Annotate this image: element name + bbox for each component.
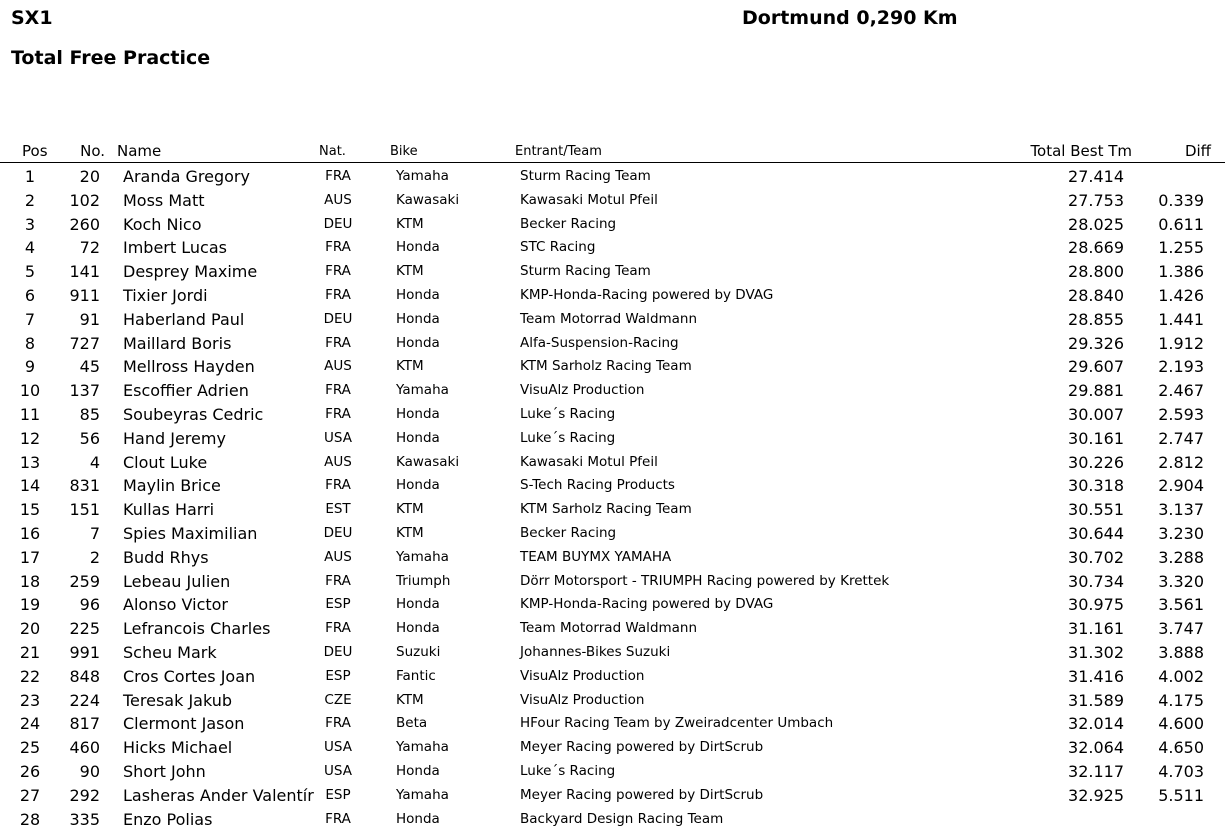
bike-cell: Honda: [396, 239, 440, 256]
diff-cell: 3.137: [1158, 500, 1204, 520]
pos-cell: 1: [24, 167, 36, 186]
pos-cell: 20: [19, 619, 41, 639]
pos-cell: 21: [19, 643, 41, 662]
number-cell: 2: [89, 547, 100, 567]
best-time-cell: 28.669: [1068, 238, 1124, 258]
diff-cell: 3.230: [1158, 524, 1204, 543]
pos-cell: 2: [24, 190, 36, 210]
number-cell: 4: [89, 452, 100, 472]
team-cell: KMP-Honda-Racing powered by DVAG: [520, 287, 774, 303]
team-cell: Alfa-Suspension-Racing: [520, 334, 679, 351]
bike-cell: Kawasaki: [396, 191, 460, 208]
team-cell: S-Tech Racing Products: [520, 477, 675, 494]
bike-cell: Honda: [396, 406, 440, 422]
nationality-cell: FRA: [325, 334, 351, 351]
team-cell: Sturm Racing Team: [520, 168, 651, 184]
number-cell: 85: [79, 405, 100, 424]
nationality-cell: FRA: [325, 715, 351, 732]
pos-cell: 22: [19, 666, 41, 686]
pos-cell: 4: [24, 238, 36, 258]
bike-cell: Yamaha: [396, 168, 449, 184]
col-header-pos: Pos: [22, 142, 48, 160]
number-cell: 911: [69, 286, 100, 305]
bike-cell: KTM: [396, 691, 424, 708]
best-time-cell: 28.855: [1068, 309, 1124, 329]
number-cell: 259: [69, 571, 100, 591]
number-cell: 7: [89, 524, 100, 543]
col-header-team: Entrant/Team: [515, 144, 602, 159]
number-cell: 56: [79, 428, 100, 448]
best-time-cell: 32.117: [1068, 762, 1124, 781]
bike-cell: Fantic: [396, 667, 436, 684]
number-cell: 727: [69, 333, 100, 353]
number-cell: 225: [69, 619, 100, 639]
diff-cell: 2.593: [1158, 405, 1204, 424]
bike-cell: KTM: [396, 215, 424, 232]
bike-cell: Honda: [396, 429, 440, 446]
rider-name: Desprey Maxime: [123, 262, 258, 282]
best-time-cell: 31.161: [1068, 619, 1124, 639]
bike-cell: Yamaha: [396, 786, 449, 803]
nationality-cell: DEU: [323, 310, 353, 327]
nationality-cell: EST: [325, 501, 351, 518]
table-row: [0, 260, 1225, 284]
best-time-cell: 31.416: [1068, 666, 1124, 686]
rider-name: Lefrancois Charles: [123, 619, 271, 639]
col-header-best-time: Total Best Tm: [1030, 142, 1132, 160]
diff-cell: 2.747: [1158, 428, 1204, 448]
col-header-no: No.: [80, 142, 105, 160]
best-time-cell: 30.551: [1068, 500, 1124, 520]
nationality-cell: CZE: [324, 691, 352, 708]
best-time-cell: 30.734: [1068, 571, 1124, 591]
bike-cell: KTM: [396, 358, 424, 375]
number-cell: 96: [79, 595, 100, 615]
rider-name: Maillard Boris: [123, 333, 232, 353]
table-row: [0, 665, 1225, 689]
number-cell: 91: [79, 309, 100, 329]
number-cell: 991: [69, 643, 100, 662]
number-cell: 151: [69, 500, 100, 520]
table-row: [0, 165, 1225, 189]
nationality-cell: FRA: [325, 477, 351, 494]
team-cell: Team Motorrad Waldmann: [520, 310, 698, 327]
team-cell: HFour Racing Team by Zweiradcenter Umbach: [520, 715, 834, 732]
table-row: [0, 308, 1225, 332]
team-cell: Luke´s Racing: [520, 406, 616, 422]
bike-cell: Honda: [396, 620, 440, 637]
diff-cell: 1.441: [1158, 309, 1204, 329]
pos-cell: 27: [19, 785, 41, 805]
number-cell: 335: [69, 809, 100, 829]
pos-cell: 13: [19, 452, 41, 472]
best-time-cell: 30.975: [1068, 595, 1124, 615]
bike-cell: Honda: [396, 763, 440, 779]
table-row: [0, 784, 1225, 808]
rider-name: Lasheras Ander Valentír: [123, 785, 314, 805]
nationality-cell: FRA: [325, 239, 351, 256]
pos-cell: 11: [19, 405, 41, 424]
table-row: [0, 427, 1225, 451]
best-time-cell: 32.925: [1068, 785, 1124, 805]
best-time-cell: 32.064: [1068, 738, 1124, 758]
venue-title: Dortmund 0,290 Km: [742, 7, 958, 29]
best-time-cell: 29.326: [1068, 333, 1124, 353]
team-cell: Becker Racing: [520, 215, 617, 232]
pos-cell: 16: [19, 524, 41, 543]
nationality-cell: FRA: [325, 263, 351, 280]
table-row: [0, 498, 1225, 522]
pos-cell: 28: [19, 809, 41, 829]
rider-name: Moss Matt: [123, 190, 205, 210]
nationality-cell: FRA: [325, 287, 351, 303]
table-row: [0, 355, 1225, 379]
team-cell: Johannes-Bikes Suzuki: [520, 644, 671, 660]
nationality-cell: DEU: [323, 215, 353, 232]
rider-name: Scheu Mark: [123, 643, 217, 662]
team-cell: TEAM BUYMX YAMAHA: [520, 548, 672, 565]
team-cell: VisuAlz Production: [520, 691, 645, 708]
bike-cell: Suzuki: [396, 644, 441, 660]
rider-name: Escoffier Adrien: [123, 381, 249, 401]
diff-cell: 1.255: [1158, 238, 1204, 258]
nationality-cell: AUS: [324, 191, 352, 208]
col-header-bike: Bike: [390, 144, 418, 159]
col-header-diff: Diff: [1184, 142, 1211, 160]
diff-cell: 3.320: [1158, 571, 1204, 591]
number-cell: 831: [69, 476, 100, 496]
table-row: [0, 236, 1225, 260]
bike-cell: Honda: [396, 310, 440, 327]
nationality-cell: AUS: [324, 358, 352, 375]
best-time-cell: 30.644: [1068, 524, 1124, 543]
nationality-cell: USA: [324, 763, 352, 779]
table-row: [0, 213, 1225, 237]
pos-cell: 8: [24, 333, 36, 353]
rider-name: Alonso Victor: [123, 595, 229, 615]
table-row: [0, 451, 1225, 475]
team-cell: Kawasaki Motul Pfeil: [520, 453, 658, 470]
best-time-cell: 32.014: [1068, 714, 1124, 734]
diff-cell: 1.386: [1158, 262, 1204, 282]
team-cell: VisuAlz Production: [520, 667, 645, 684]
diff-cell: 1.912: [1158, 333, 1204, 353]
pos-cell: 9: [24, 357, 36, 377]
team-cell: Dörr Motorsport - TRIUMPH Racing powered by Krettek: [520, 572, 890, 589]
number-cell: 72: [79, 238, 100, 258]
best-time-cell: 30.161: [1068, 428, 1124, 448]
diff-cell: 0.339: [1158, 190, 1204, 210]
nationality-cell: USA: [324, 429, 352, 446]
best-time-cell: 29.881: [1068, 381, 1124, 401]
diff-cell: 2.193: [1158, 357, 1204, 377]
table-row: [0, 760, 1225, 784]
team-cell: Sturm Racing Team: [520, 263, 651, 280]
team-cell: KTM Sarholz Racing Team: [520, 358, 692, 375]
table-row: [0, 546, 1225, 570]
rider-name: Tixier Jordi: [123, 286, 208, 305]
team-cell: VisuAlz Production: [520, 382, 645, 399]
diff-cell: 1.426: [1158, 286, 1204, 305]
bike-cell: Yamaha: [396, 548, 449, 565]
number-cell: 141: [69, 262, 100, 282]
number-cell: 102: [69, 190, 100, 210]
table-row: [0, 593, 1225, 617]
rider-name: Koch Nico: [123, 214, 202, 234]
number-cell: 137: [69, 381, 100, 401]
bike-cell: Kawasaki: [396, 453, 460, 470]
rider-name: Short John: [123, 762, 206, 781]
nationality-cell: DEU: [323, 644, 353, 660]
table-row: [0, 474, 1225, 498]
table-row: [0, 332, 1225, 356]
rider-name: Haberland Paul: [123, 309, 245, 329]
nationality-cell: ESP: [325, 786, 351, 803]
number-cell: 460: [69, 738, 100, 758]
diff-cell: 2.904: [1158, 476, 1204, 496]
event-class: SX1: [11, 7, 53, 29]
nationality-cell: ESP: [325, 667, 351, 684]
diff-cell: 2.812: [1158, 452, 1204, 472]
rider-name: Imbert Lucas: [123, 238, 227, 258]
diff-cell: 4.600: [1158, 714, 1204, 734]
table-row: [0, 617, 1225, 641]
diff-cell: 4.703: [1158, 762, 1204, 781]
rider-name: Hicks Michael: [123, 738, 233, 758]
table-row: [0, 284, 1225, 308]
rider-name: Enzo Polias: [123, 809, 213, 829]
team-cell: Team Motorrad Waldmann: [520, 620, 698, 637]
nationality-cell: DEU: [323, 525, 353, 541]
bike-cell: Honda: [396, 477, 440, 494]
bike-cell: Honda: [396, 596, 440, 613]
number-cell: 20: [79, 167, 100, 186]
nationality-cell: AUS: [324, 548, 352, 565]
pos-cell: 24: [19, 714, 41, 734]
nationality-cell: AUS: [324, 453, 352, 470]
table-row: [0, 641, 1225, 665]
pos-cell: 6: [24, 286, 36, 305]
bike-cell: KTM: [396, 501, 424, 518]
diff-cell: 4.650: [1158, 738, 1204, 758]
best-time-cell: 30.007: [1068, 405, 1124, 424]
table-row: [0, 379, 1225, 403]
best-time-cell: 28.025: [1068, 214, 1124, 234]
table-row: [0, 189, 1225, 213]
table-row: [0, 808, 1225, 832]
rider-name: Maylin Brice: [123, 476, 221, 496]
nationality-cell: FRA: [325, 406, 351, 422]
number-cell: 817: [69, 714, 100, 734]
rider-name: Kullas Harri: [123, 500, 215, 520]
col-header-nat: Nat.: [319, 144, 346, 159]
diff-cell: 3.888: [1158, 643, 1204, 662]
rider-name: Clermont Jason: [123, 714, 245, 734]
pos-cell: 5: [24, 262, 36, 282]
col-header-name: Name: [117, 142, 162, 160]
pos-cell: 25: [19, 738, 41, 758]
best-time-cell: 28.800: [1068, 262, 1124, 282]
best-time-cell: 30.318: [1068, 476, 1124, 496]
team-cell: KMP-Honda-Racing powered by DVAG: [520, 596, 774, 613]
best-time-cell: 27.753: [1068, 190, 1124, 210]
session-title: Total Free Practice: [11, 47, 211, 69]
bike-cell: Yamaha: [396, 382, 449, 399]
nationality-cell: FRA: [325, 572, 351, 589]
results-table-header: [0, 142, 1225, 163]
best-time-cell: 29.607: [1068, 357, 1124, 377]
pos-cell: 14: [19, 476, 41, 496]
number-cell: 224: [69, 690, 100, 710]
table-row: [0, 689, 1225, 713]
team-cell: Becker Racing: [520, 525, 617, 541]
rider-name: Budd Rhys: [123, 547, 209, 567]
team-cell: Luke´s Racing: [520, 429, 616, 446]
pos-cell: 19: [19, 595, 41, 615]
diff-cell: 2.467: [1158, 381, 1204, 401]
bike-cell: Yamaha: [396, 739, 449, 756]
bike-cell: Triumph: [396, 572, 451, 589]
bike-cell: Honda: [396, 810, 440, 827]
best-time-cell: 30.226: [1068, 452, 1124, 472]
table-row: [0, 570, 1225, 594]
team-cell: Backyard Design Racing Team: [520, 810, 724, 827]
bike-cell: KTM: [396, 525, 424, 541]
table-row: [0, 712, 1225, 736]
number-cell: 848: [69, 666, 100, 686]
team-cell: Meyer Racing powered by DirtScrub: [520, 786, 764, 803]
diff-cell: 4.002: [1158, 666, 1204, 686]
bike-cell: Beta: [396, 715, 428, 732]
best-time-cell: 27.414: [1068, 167, 1124, 186]
table-row: [0, 736, 1225, 760]
team-cell: Meyer Racing powered by DirtScrub: [520, 739, 764, 756]
team-cell: Kawasaki Motul Pfeil: [520, 191, 658, 208]
nationality-cell: FRA: [325, 168, 351, 184]
pos-cell: 23: [19, 690, 41, 710]
bike-cell: Honda: [396, 287, 440, 303]
nationality-cell: USA: [324, 739, 352, 756]
team-cell: Luke´s Racing: [520, 763, 616, 779]
rider-name: Teresak Jakub: [123, 690, 233, 710]
diff-cell: 3.288: [1158, 547, 1204, 567]
pos-cell: 12: [19, 428, 41, 448]
pos-cell: 10: [19, 381, 41, 401]
rider-name: Cros Cortes Joan: [123, 666, 256, 686]
number-cell: 90: [79, 762, 100, 781]
rider-name: Soubeyras Cedric: [123, 405, 264, 424]
rider-name: Lebeau Julien: [123, 571, 231, 591]
nationality-cell: FRA: [325, 620, 351, 637]
diff-cell: 3.747: [1158, 619, 1204, 639]
rider-name: Aranda Gregory: [123, 167, 250, 186]
nationality-cell: ESP: [325, 596, 351, 613]
diff-cell: 4.175: [1158, 690, 1204, 710]
number-cell: 292: [69, 785, 100, 805]
number-cell: 260: [69, 214, 100, 234]
nationality-cell: FRA: [325, 382, 351, 399]
bike-cell: Honda: [396, 334, 440, 351]
nationality-cell: FRA: [325, 810, 351, 827]
bike-cell: KTM: [396, 263, 424, 280]
diff-cell: 5.511: [1158, 785, 1204, 805]
best-time-cell: 31.302: [1068, 643, 1124, 662]
rider-name: Mellross Hayden: [123, 357, 255, 377]
rider-name: Clout Luke: [123, 452, 208, 472]
team-cell: KTM Sarholz Racing Team: [520, 501, 692, 518]
table-row: [0, 522, 1225, 546]
rider-name: Spies Maximilian: [123, 524, 258, 543]
team-cell: STC Racing: [520, 239, 596, 256]
pos-cell: 18: [19, 571, 41, 591]
number-cell: 45: [79, 357, 100, 377]
pos-cell: 15: [19, 500, 41, 520]
pos-cell: 17: [19, 547, 41, 567]
best-time-cell: 30.702: [1068, 547, 1124, 567]
diff-cell: 0.611: [1158, 214, 1204, 234]
table-row: [0, 403, 1225, 427]
pos-cell: 3: [24, 214, 36, 234]
pos-cell: 7: [24, 309, 36, 329]
pos-cell: 26: [19, 762, 41, 781]
diff-cell: 3.561: [1158, 595, 1204, 615]
best-time-cell: 31.589: [1068, 690, 1124, 710]
best-time-cell: 28.840: [1068, 286, 1124, 305]
rider-name: Hand Jeremy: [123, 428, 226, 448]
